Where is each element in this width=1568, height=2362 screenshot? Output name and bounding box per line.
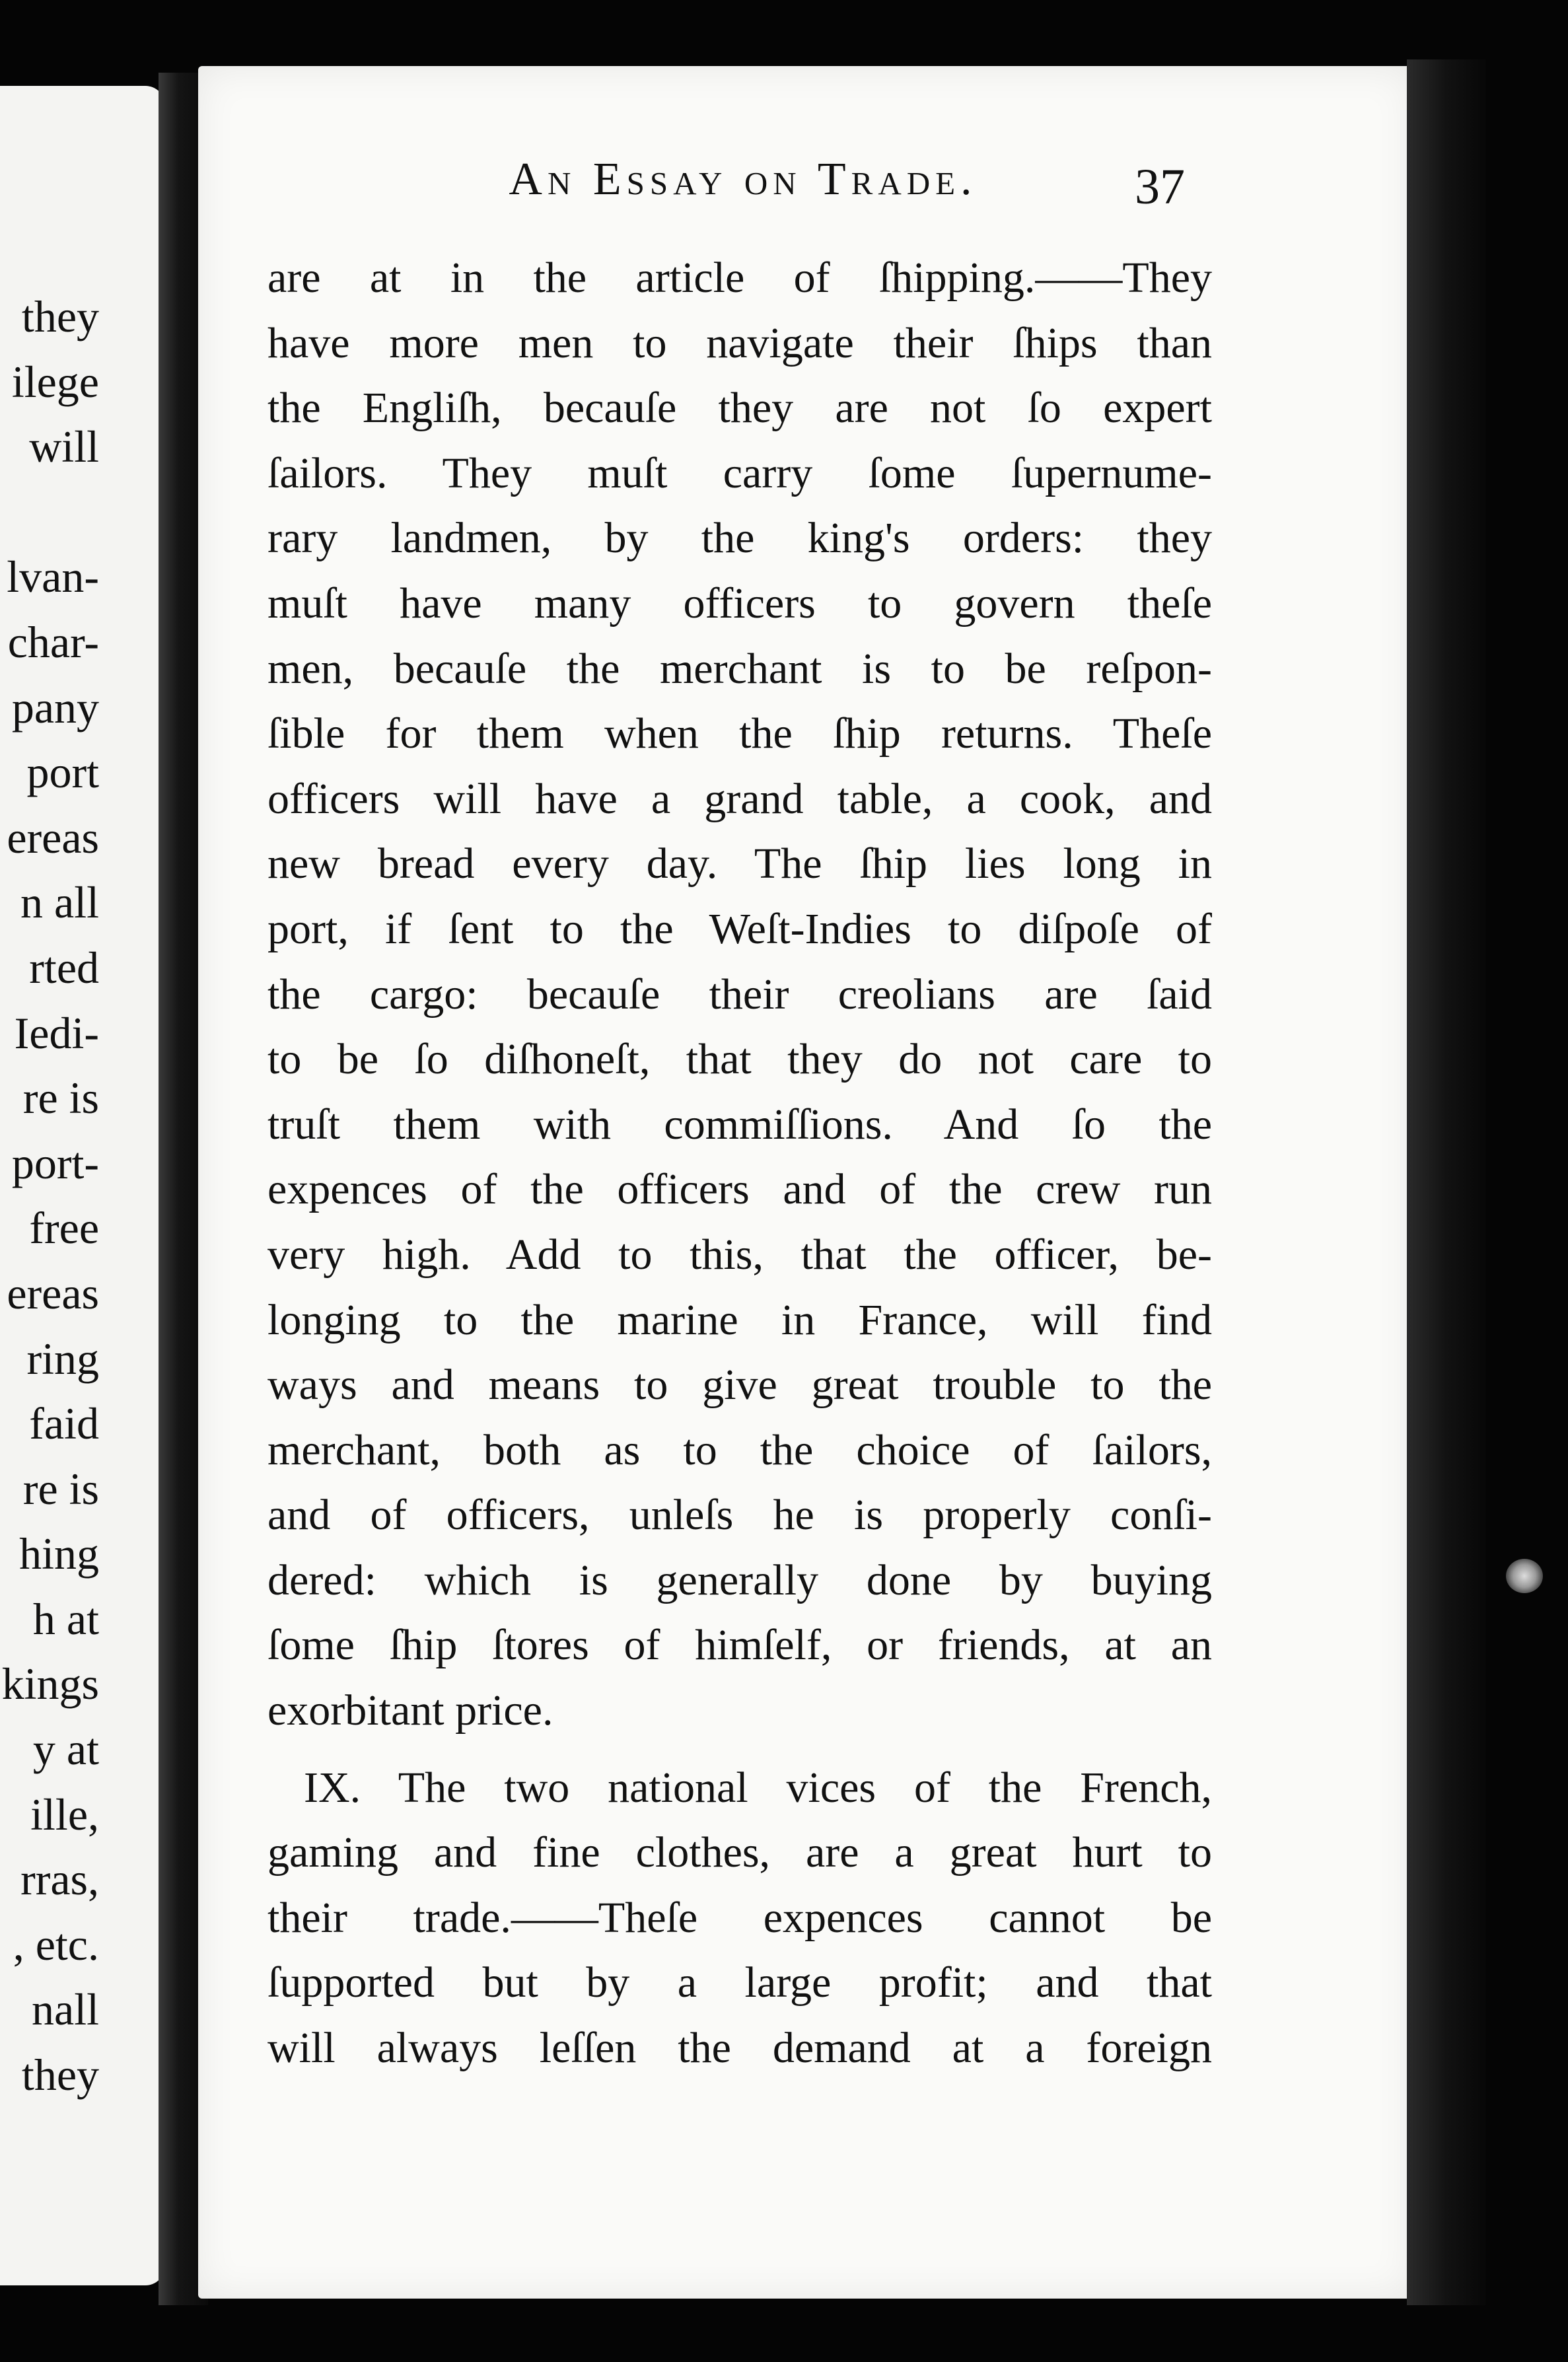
text-line: the cargo: becauſe their creolians are ſaid <box>267 970 1212 1019</box>
running-head: An Essay on Trade. <box>509 154 978 205</box>
text-line: IX. The two national vices of the French, <box>304 1763 1212 1812</box>
page-number: 37 <box>1135 159 1185 215</box>
text-line: gaming and fine clothes, are a great hurt to <box>267 1828 1212 1877</box>
text-line: ſupported but by a large profit; and that <box>267 1958 1212 2007</box>
left-line: kings <box>1 1659 99 1709</box>
text-line: very high. Add to this, that the officer, be- <box>267 1230 1212 1279</box>
text-line: will always leſſen the demand at a foreign <box>267 2024 1212 2073</box>
text-line: their trade.——Theſe expences cannot be <box>267 1893 1212 1942</box>
left-page-text <box>0 284 99 2108</box>
text-line: longing to the marine in France, will find <box>267 1295 1212 1344</box>
left-line: re is <box>22 1073 99 1124</box>
left-line: will <box>29 421 99 472</box>
text-line: are at in the article of ſhipping.——They <box>267 254 1212 302</box>
paragraph-gap <box>267 1744 1212 1756</box>
text-line: ways and means to give great trouble to the <box>267 1361 1212 1410</box>
text-line: have more men to navigate their ſhips than <box>267 318 1212 367</box>
text-line: truſt them with commiſſions. And ſo the <box>267 1100 1212 1149</box>
text-line: expences of the officers and of the crew run <box>267 1165 1212 1214</box>
left-line: port- <box>11 1137 99 1188</box>
left-line: ille, <box>30 1789 99 1840</box>
scan-artifact <box>1506 1559 1543 1593</box>
left-line: h at <box>32 1593 99 1644</box>
left-line: faid <box>29 1398 99 1449</box>
text-line: exorbitant price. <box>267 1686 553 1735</box>
left-line: nall <box>32 1984 99 2035</box>
left-line: ereas <box>7 812 99 863</box>
text-line: and of officers, unleſs he is properly conſi- <box>267 1491 1212 1540</box>
text-line: officers will have a grand table, a cook, and <box>267 774 1212 823</box>
left-line <box>0 480 99 545</box>
left-line: ereas <box>7 1268 99 1318</box>
left-line: ring <box>26 1333 99 1384</box>
left-line: pany <box>11 682 99 733</box>
left-line: Iedi- <box>14 1007 99 1058</box>
text-line: men, becauſe the merchant is to be reſpon- <box>267 644 1212 693</box>
left-line: char- <box>7 616 99 667</box>
body-text <box>267 246 1212 2081</box>
left-line: n all <box>20 877 99 928</box>
left-line: port <box>26 747 99 798</box>
left-line: rras, <box>20 1854 99 1905</box>
left-line: hing <box>19 1528 99 1579</box>
left-facing-page <box>0 86 165 2285</box>
left-line: rted <box>29 942 99 993</box>
left-line: , etc. <box>13 1919 99 1970</box>
page-edge-shadow <box>1407 59 1486 2305</box>
left-line: re is <box>22 1463 99 1514</box>
left-line: y at <box>32 1724 99 1775</box>
text-line: ſome ſhip ſtores of himſelf, or friends, at an <box>267 1621 1212 1670</box>
text-line: rary landmen, by the king's orders: they <box>267 514 1212 563</box>
text-line: port, if ſent to the Weſt-Indies to diſpoſe of <box>267 904 1212 953</box>
left-line: lvan- <box>7 552 99 602</box>
text-line: merchant, both as to the choice of ſailors, <box>267 1425 1212 1474</box>
text-line: dered: which is generally done by buying <box>267 1556 1212 1604</box>
text-line: muſt have many officers to govern theſe <box>267 579 1212 627</box>
text-line: to be ſo diſhoneſt, that they do not care to <box>267 1035 1212 1084</box>
left-line: they <box>21 291 99 341</box>
text-line: the Engliſh, becauſe they are not ſo expert <box>267 384 1212 433</box>
text-line: ſible for them when the ſhip returns. Theſe <box>267 709 1212 758</box>
left-line: ilege <box>11 356 99 407</box>
text-line: new bread every day. The ſhip lies long in <box>267 840 1212 888</box>
left-line: they <box>21 2050 99 2100</box>
text-line: ſailors. They muſt carry ſome ſupernume- <box>267 448 1212 497</box>
left-line: free <box>29 1203 99 1254</box>
